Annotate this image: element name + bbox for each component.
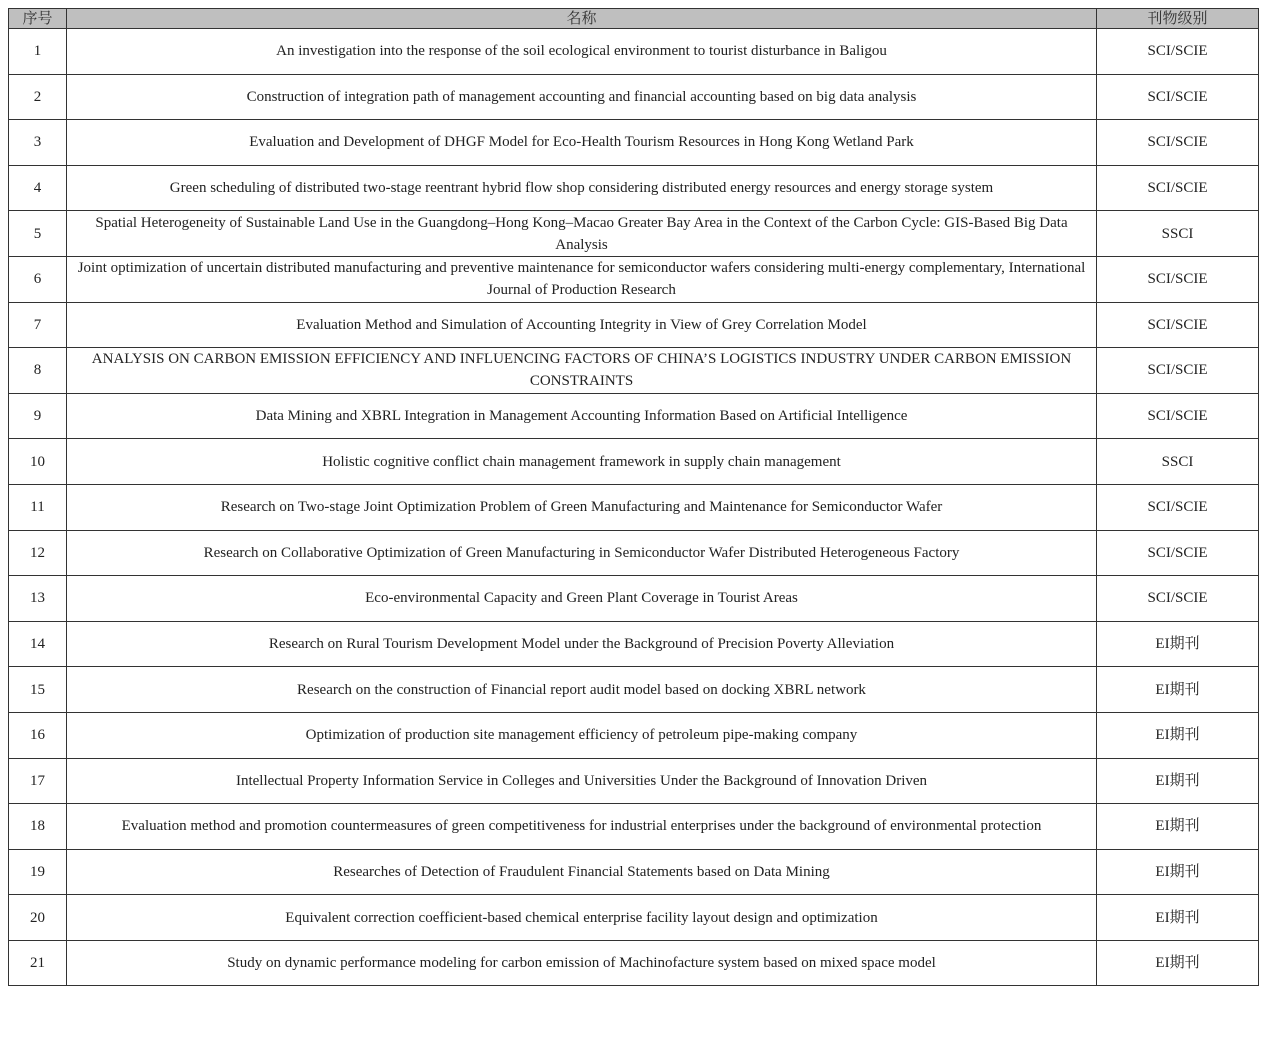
row-journal-level: EI期刊 [1097, 895, 1259, 941]
row-index: 17 [9, 758, 67, 804]
row-journal-level: EI期刊 [1097, 849, 1259, 895]
row-title: Research on Rural Tourism Development Model under the Background of Precision Poverty Alleviation [67, 621, 1097, 667]
row-title: Joint optimization of uncertain distributed manufacturing and preventive maintenance for semiconductor wafers considering multi-energy complementary, International Journal of Production Research [67, 256, 1097, 302]
row-title: ANALYSIS ON CARBON EMISSION EFFICIENCY AND INFLUENCING FACTORS OF CHINA’S LOGISTICS INDUSTRY UNDER CARBON EMISSION CONSTRAINTS [67, 348, 1097, 394]
row-journal-level: SCI/SCIE [1097, 302, 1259, 348]
row-journal-level: EI期刊 [1097, 758, 1259, 804]
table-row [9, 302, 1259, 348]
table-row [9, 667, 1259, 713]
row-title: Eco-environmental Capacity and Green Plant Coverage in Tourist Areas [67, 576, 1097, 622]
row-journal-level: EI期刊 [1097, 667, 1259, 713]
row-index: 11 [9, 484, 67, 530]
row-journal-level: SSCI [1097, 211, 1259, 257]
row-title: Intellectual Property Information Service in Colleges and Universities Under the Background of Innovation Driven [67, 758, 1097, 804]
table-row [9, 348, 1259, 394]
row-index: 19 [9, 849, 67, 895]
row-title: An investigation into the response of the soil ecological environment to tourist disturbance in Baligou [67, 29, 1097, 75]
row-title: Construction of integration path of management accounting and financial accounting based on big data analysis [67, 74, 1097, 120]
row-journal-level: SCI/SCIE [1097, 348, 1259, 394]
row-title: Researches of Detection of Fraudulent Financial Statements based on Data Mining [67, 849, 1097, 895]
row-title: Data Mining and XBRL Integration in Management Accounting Information Based on Artificial Intelligence [67, 393, 1097, 439]
row-journal-level: SCI/SCIE [1097, 576, 1259, 622]
row-journal-level: SCI/SCIE [1097, 530, 1259, 576]
row-title: Evaluation and Development of DHGF Model for Eco-Health Tourism Resources in Hong Kong Wetland Park [67, 120, 1097, 166]
row-index: 7 [9, 302, 67, 348]
row-index: 3 [9, 120, 67, 166]
table-row [9, 256, 1259, 302]
row-title: Evaluation Method and Simulation of Accounting Integrity in View of Grey Correlation Model [67, 302, 1097, 348]
row-journal-level: SCI/SCIE [1097, 165, 1259, 211]
table-row [9, 74, 1259, 120]
table-row [9, 211, 1259, 257]
row-journal-level: SCI/SCIE [1097, 484, 1259, 530]
row-index: 21 [9, 940, 67, 986]
row-journal-level: SCI/SCIE [1097, 74, 1259, 120]
row-journal-level: EI期刊 [1097, 712, 1259, 758]
table-row [9, 439, 1259, 485]
row-journal-level: EI期刊 [1097, 621, 1259, 667]
header-name: 名称 [67, 9, 1097, 29]
row-journal-level: SCI/SCIE [1097, 120, 1259, 166]
row-index: 5 [9, 211, 67, 257]
row-index: 16 [9, 712, 67, 758]
table-row [9, 849, 1259, 895]
row-index: 1 [9, 29, 67, 75]
table-row [9, 712, 1259, 758]
table-row [9, 29, 1259, 75]
row-journal-level: SSCI [1097, 439, 1259, 485]
table-row [9, 621, 1259, 667]
table-row [9, 804, 1259, 850]
row-title: Study on dynamic performance modeling for carbon emission of Machinofacture system based on mixed space model [67, 940, 1097, 986]
row-journal-level: EI期刊 [1097, 940, 1259, 986]
row-title: Optimization of production site management efficiency of petroleum pipe-making company [67, 712, 1097, 758]
row-title: Spatial Heterogeneity of Sustainable Land Use in the Guangdong–Hong Kong–Macao Greater Bay Area in the Context of the Carbon Cycle: GIS-Based Big Data Analysis [67, 211, 1097, 257]
row-index: 14 [9, 621, 67, 667]
table-row [9, 576, 1259, 622]
row-title: Green scheduling of distributed two-stage reentrant hybrid flow shop considering distributed energy resources and energy storage system [67, 165, 1097, 211]
table-row [9, 758, 1259, 804]
row-index: 2 [9, 74, 67, 120]
table-row [9, 393, 1259, 439]
row-index: 8 [9, 348, 67, 394]
row-title: Holistic cognitive conflict chain management framework in supply chain management [67, 439, 1097, 485]
row-index: 20 [9, 895, 67, 941]
row-index: 6 [9, 256, 67, 302]
table-row [9, 895, 1259, 941]
row-index: 18 [9, 804, 67, 850]
table-row [9, 530, 1259, 576]
row-index: 15 [9, 667, 67, 713]
table-row [9, 165, 1259, 211]
row-index: 9 [9, 393, 67, 439]
header-index: 序号 [9, 9, 67, 29]
row-index: 13 [9, 576, 67, 622]
row-index: 12 [9, 530, 67, 576]
row-title: Research on Two-stage Joint Optimization Problem of Green Manufacturing and Maintenance for Semiconductor Wafer [67, 484, 1097, 530]
header-row [9, 9, 1259, 29]
row-title: Evaluation method and promotion countermeasures of green competitiveness for industrial enterprises under the background of environmental protection [67, 804, 1097, 850]
row-index: 4 [9, 165, 67, 211]
publications-table [8, 8, 1259, 986]
row-title: Research on Collaborative Optimization of Green Manufacturing in Semiconductor Wafer Distributed Heterogeneous Factory [67, 530, 1097, 576]
row-journal-level: SCI/SCIE [1097, 29, 1259, 75]
row-journal-level: EI期刊 [1097, 804, 1259, 850]
table-body [9, 29, 1259, 986]
table-row [9, 940, 1259, 986]
row-index: 10 [9, 439, 67, 485]
row-title: Research on the construction of Financial report audit model based on docking XBRL network [67, 667, 1097, 713]
row-title: Equivalent correction coefficient-based chemical enterprise facility layout design and optimization [67, 895, 1097, 941]
header-level: 刊物级别 [1097, 9, 1259, 29]
row-journal-level: SCI/SCIE [1097, 256, 1259, 302]
table-row [9, 484, 1259, 530]
table-row [9, 120, 1259, 166]
table-header [9, 9, 1259, 29]
row-journal-level: SCI/SCIE [1097, 393, 1259, 439]
